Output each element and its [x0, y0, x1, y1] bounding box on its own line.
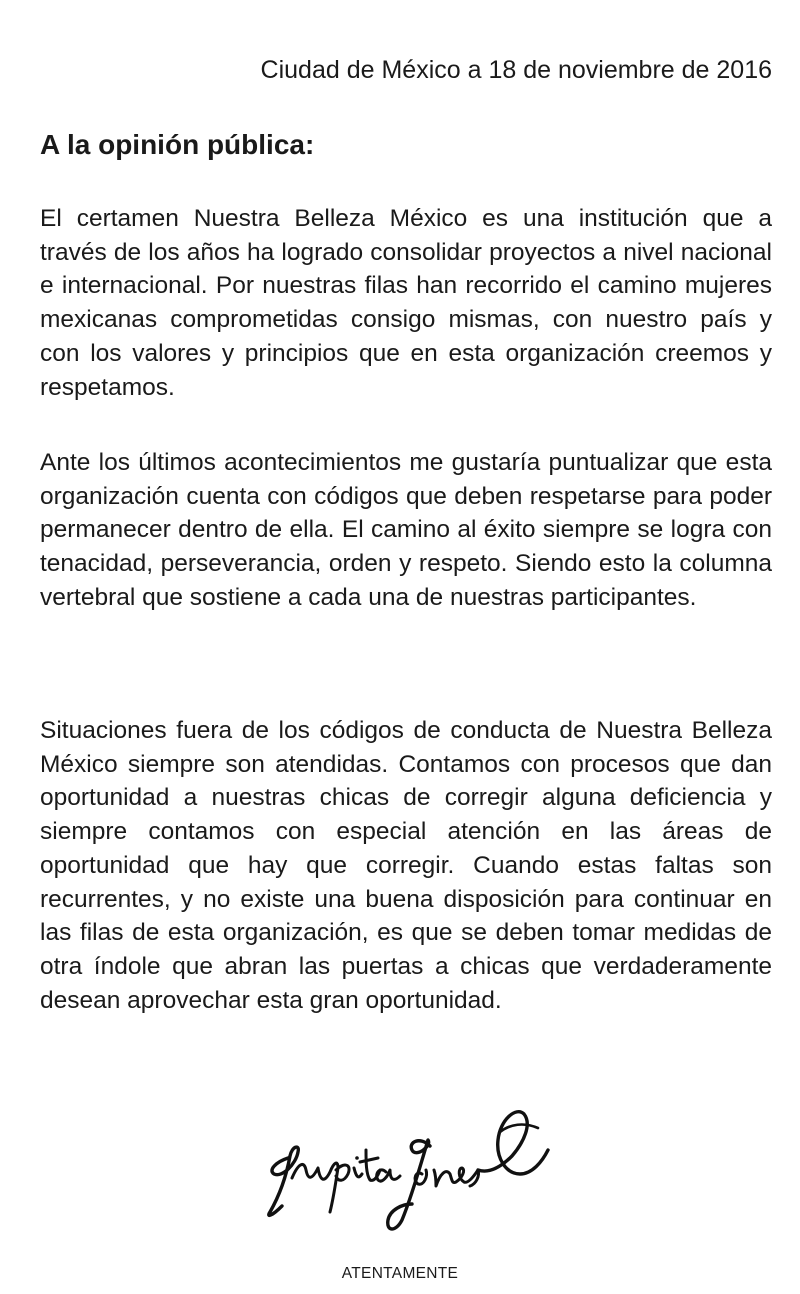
letter-date: Ciudad de México a 18 de noviembre de 2016 — [260, 56, 772, 84]
letter-paragraph: Situaciones fuera de los códigos de conducta de Nuestra Belleza México siempre son atendidas. Contamos con procesos que dan oportunidad a nuestras chicas de corregir alguna deficiencia y siempre contamos con especial atención en las áreas de oportunidad que hay que corregir. Cuando estas faltas son recurrentes, y no existe una buena disposición para continuar en las filas de esta organización, es que se deben tomar medidas de otra índole que abran las puertas a chicas que verdaderamente desean aprovechar esta gran oportunidad. — [40, 717, 772, 1014]
letter-paragraph: El certamen Nuestra Belleza México es una institución que a través de los años ha logrado consolidar proyectos a nivel nacional e internacional. Por nuestras filas han recorrido el camino mujeres mexicanas comprometidas consigo mismas, con nuestro país y con los valores y principios que en esta organización creemos y respetamos. — [40, 205, 772, 401]
handwritten-signature — [262, 1100, 552, 1260]
letter-paragraph: Ante los últimos acontecimientos me gustaría puntualizar que esta organización cuenta con códigos que deben respetarse para poder permanecer dentro de ella. El camino al éxito siempre se logra con tenacidad, perseverancia, orden y respeto. Siendo esto la columna vertebral que sostiene a cada una de nuestras participantes. — [40, 449, 772, 611]
letter-salutation: A la opinión pública: — [40, 129, 315, 160]
letter-closing: ATENTAMENTE — [341, 1265, 459, 1282]
